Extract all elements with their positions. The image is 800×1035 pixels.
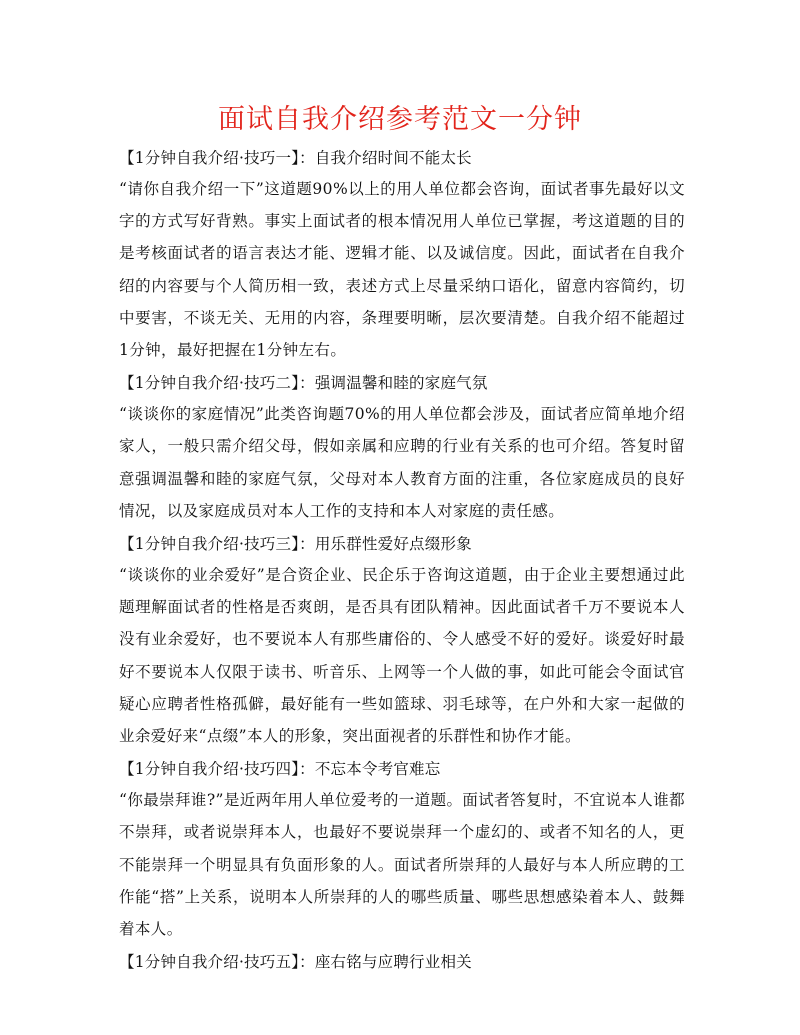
section-heading: 【1分钟自我介绍·技巧四】：不忘本令考官难忘 — [119, 760, 441, 779]
section-heading: 【1分钟自我介绍·技巧五】：座右铭与应聘行业相关 — [119, 953, 472, 972]
document-body — [119, 143, 685, 977]
section-heading: 【1分钟自我介绍·技巧二】：强调温馨和睦的家庭气氛 — [119, 374, 488, 393]
section-paragraph: “你最崇拜谁?”是近两年用人单位爱考的一道题。面试者答复时，不宜说本人谁都不崇拜，或者说崇拜本人，也最好不要说崇拜一个虚幻的、或者不知名的人，更不能崇拜一个明显具有负面形象的人。面试者所崇拜的人最好与本人所应聘的工作能“搭”上关系，说明本人所崇拜的人的哪些质量、哪些思想感染着本人、鼓舞着本人。 — [119, 791, 685, 939]
section-paragraph: “请你自我介绍一下”这道题90%以上的用人单位都会咨询，面试者事先最好以文字的方式写好背熟。事实上面试者的根本情况用人单位已掌握，考这道题的目的是考核面试者的语言表达才能、逻辑才能、以及诚信度。因此，面试者在自我介绍的内容要与个人简历相一致，表述方式上尽量采纳口语化，留意内容简约，切中要害，不谈无关、无用的内容，条理要明晰，层次要清楚。自我介绍不能超过1分钟，最好把握在1分钟左右。 — [119, 180, 685, 360]
document-title: 面试自我介绍参考范文一分钟 — [218, 104, 582, 135]
section-heading: 【1分钟自我介绍·技巧三】：用乐群性爱好点缀形象 — [119, 535, 472, 554]
section-heading: 【1分钟自我介绍·技巧一】：自我介绍时间不能太长 — [119, 149, 472, 167]
section-paragraph: “谈谈你的家庭情况”此类咨询题70%的用人单位都会涉及，面试者应简单地介绍家人，一般只需介绍父母，假如亲属和应聘的行业有关系的也可介绍。答复时留意强调温馨和睦的家庭气氛，父母对本人教育方面的注重，各位家庭成员的良好情况，以及家庭成员对本人工作的支持和本人对家庭的责任感。 — [119, 405, 685, 520]
section-paragraph: “谈谈你的业余爱好”是合资企业、民企乐于咨询这道题，由于企业主要想通过此题理解面试者的性格是否爽朗，是否具有团队精神。因此面试者千万不要说本人没有业余爱好，也不要说本人有那些庸俗的、令人感受不好的爱好。谈爱好时最好不要说本人仅限于读书、听音乐、上网等一个人做的事，如此可能会令面试官疑心应聘者性格孤僻，最好能有一些如篮球、羽毛球等，在户外和大家一起做的业余爱好来“点缀”本人的形象，突出面视者的乐群性和协作才能。 — [119, 566, 685, 746]
